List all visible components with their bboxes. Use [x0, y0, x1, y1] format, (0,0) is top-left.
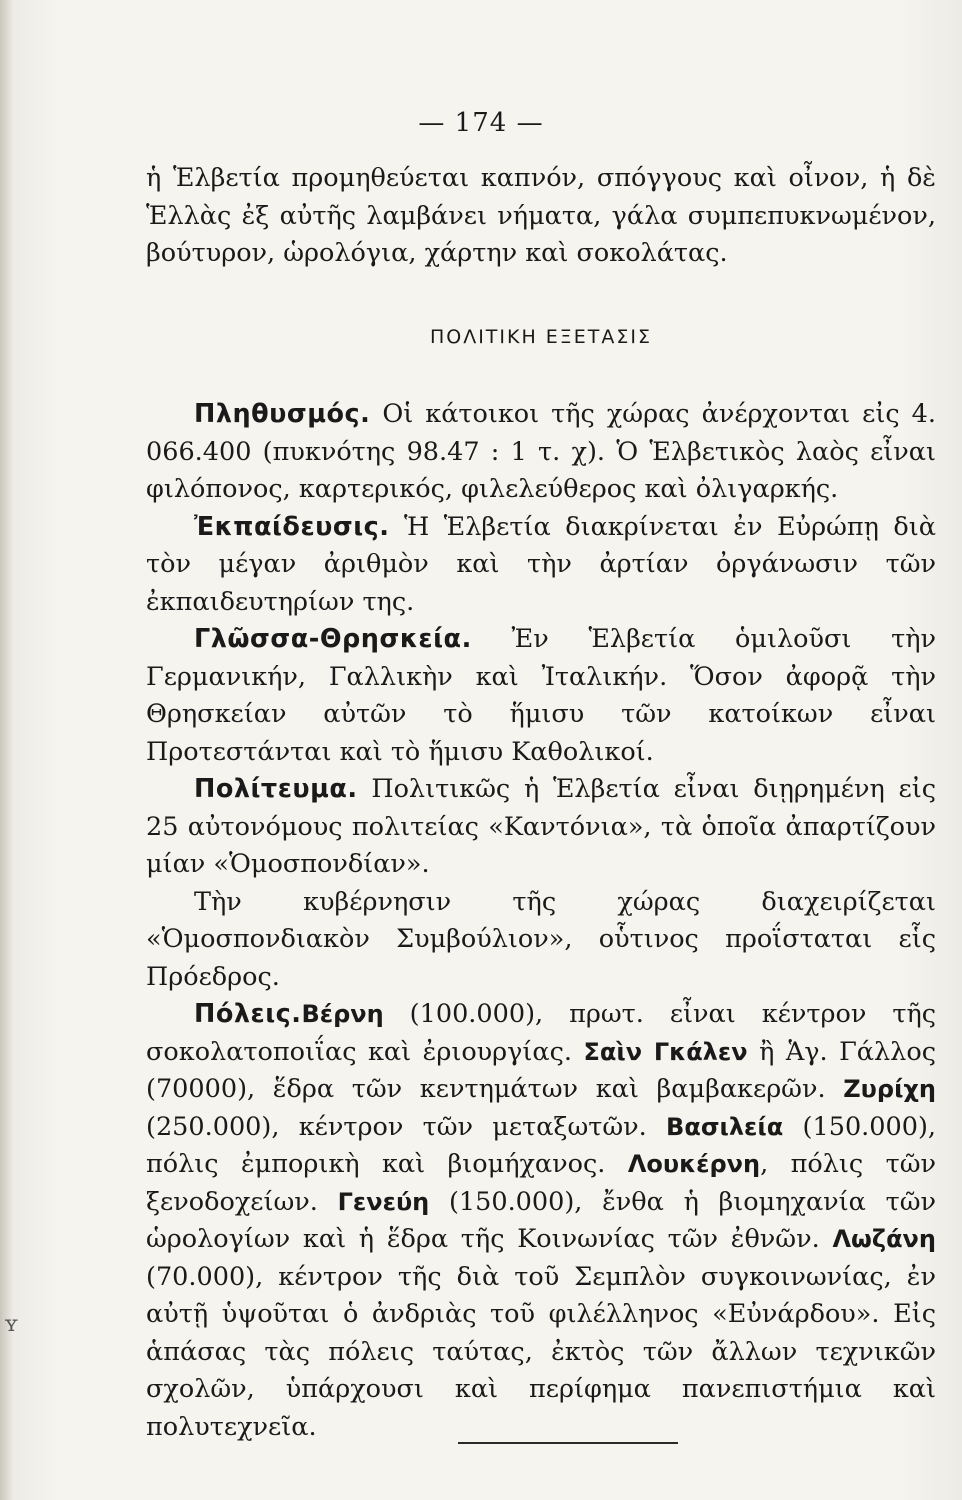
education-paragraph [146, 509, 936, 622]
city-lucerne: Λουκέρνη [627, 1150, 761, 1178]
margin-mark: ʏ [4, 1312, 19, 1337]
population-paragraph [146, 396, 936, 509]
cities-text-1: (100.000), πρωτ. εἶναι κέντρον τῆς σοκολατοποιΐας καὶ ἐριουργίας. [146, 999, 936, 1067]
page-number: — 174 — [418, 108, 544, 138]
section-title: ΠΟΛΙΤΙΚΗ ΕΞΕΤΑΣΙΣ [429, 325, 653, 348]
cities-paragraph [146, 996, 936, 1446]
bottom-rule [458, 1442, 678, 1444]
binding-edge [0, 0, 14, 1500]
city-basel: Βασιλεία [666, 1112, 784, 1141]
cities-text-5: , πόλις τῶν ξενοδοχείων. [146, 1149, 937, 1217]
government-paragraph: Τὴν κυβέρνησιν τῆς χώρας διαχειρίζεται «Ὁμοσπονδιακὸν Συμβούλιον», οὗτινος προΐσταται εἷς Πρόεδρος. [146, 886, 936, 992]
polity-heading: Πολίτευμα. [194, 774, 358, 804]
city-lausanne: Λωζάνη [832, 1225, 936, 1253]
language-paragraph [146, 621, 936, 771]
cities-text-2: ἢ Ἁγ. Γάλλος (70000), ἕδρα τῶν κεντημάτων καὶ βαμβακερῶν. [146, 1036, 936, 1104]
cities-text-6: (150.000), ἔνθα ἡ βιομηχανία τῶν ὡρολογίων καὶ ἡ ἕδρα τῆς Κοινωνίας τῶν ἐθνῶν. [146, 1186, 936, 1254]
city-geneva: Γενεύη [337, 1187, 430, 1216]
education-text: Ἡ Ἑλβετία διακρίνεται ἐν Εὐρώπῃ διὰ τὸν μέγαν ἀριθμὸν καὶ τὴν ἀρτίαν ὀργάνωσιν τῶν ἐκπαιδευτηρίων της. [146, 511, 936, 617]
city-st-gallen: Σαὶν Γκάλεν [583, 1037, 748, 1066]
polity-text: Πολιτικῶς ἡ Ἑλβετία εἶναι διῃρημένη εἰς 25 αὐτονόμους πολιτείας «Καντόνια», τὰ ὁποῖα ἀπαρτίζουν μίαν «Ὁμοσπονδίαν». [146, 774, 936, 879]
cities-text-7: (70.000), κέντρον τῆς διὰ τοῦ Σεμπλὸν συγκοινωνίας, ἐν αὐτῇ ὑψοῦται ὁ ἀνδριὰς τοῦ φιλέλληνος «Εὐνάρδου». Εἰς ἁπάσας τὰς πόλεις ταύτας, ἐκτὸς τῶν ἄλλων τεχνικῶν σχολῶν, ὑπάρχουσι καὶ περίφημα πανεπιστήμια καὶ πολυτεχνεῖα. [146, 1261, 936, 1442]
cities-text-3: (250.000), κέντρον τῶν μεταξωτῶν. [146, 1111, 667, 1142]
language-text: Ἐν Ἑλβετία ὁμιλοῦσι τὴν Γερμανικήν, Γαλλικὴν καὶ Ἰταλικήν. Ὅσον ἀφορᾷ τὴν Θρησκείαν αὐτῶν τὸ ἥμισυ τῶν κατοίκων εἶναι Προτεστάνται καὶ τὸ ἥμισυ Καθολικοί. [146, 624, 936, 767]
cities-heading: Πόλεις. [194, 999, 302, 1029]
population-heading: Πληθυσμός. [194, 399, 371, 429]
language-heading: Γλῶσσα-Θρησκεία. [194, 624, 472, 654]
cities-text-4: (150.000), πόλις ἐμπορικὴ καὶ βιομήχανος. [146, 1111, 936, 1179]
intro-paragraph: ἡ Ἑλβετία προμηθεύεται καπνόν, σπόγγους καὶ οἶνον, ἡ δὲ Ἑλλὰς ἐξ αὐτῆς λαμβάνει νήματα, γάλα συμπεπυκνωμένον, βούτυρον, ὡρολόγια, χάρτην καὶ σοκολάτας. [146, 163, 936, 268]
city-bern: Βέρνη [301, 1000, 384, 1028]
text-body [146, 160, 936, 1446]
population-text: Οἱ κάτοικοι τῆς χώρας ἀνέρχονται εἰς 4. 066.400 (πυκνότης 98.47 : 1 τ. χ). Ὁ Ἑλβετικὸς λαὸς εἶναι φιλόπονος, καρτερικός, φιλελεύθερος καὶ ὀλιγαρκής. [146, 399, 936, 504]
city-zurich: Ζυρίχη [843, 1075, 936, 1103]
education-heading: Ἐκπαίδευσις. [194, 511, 390, 542]
polity-paragraph [146, 771, 936, 884]
